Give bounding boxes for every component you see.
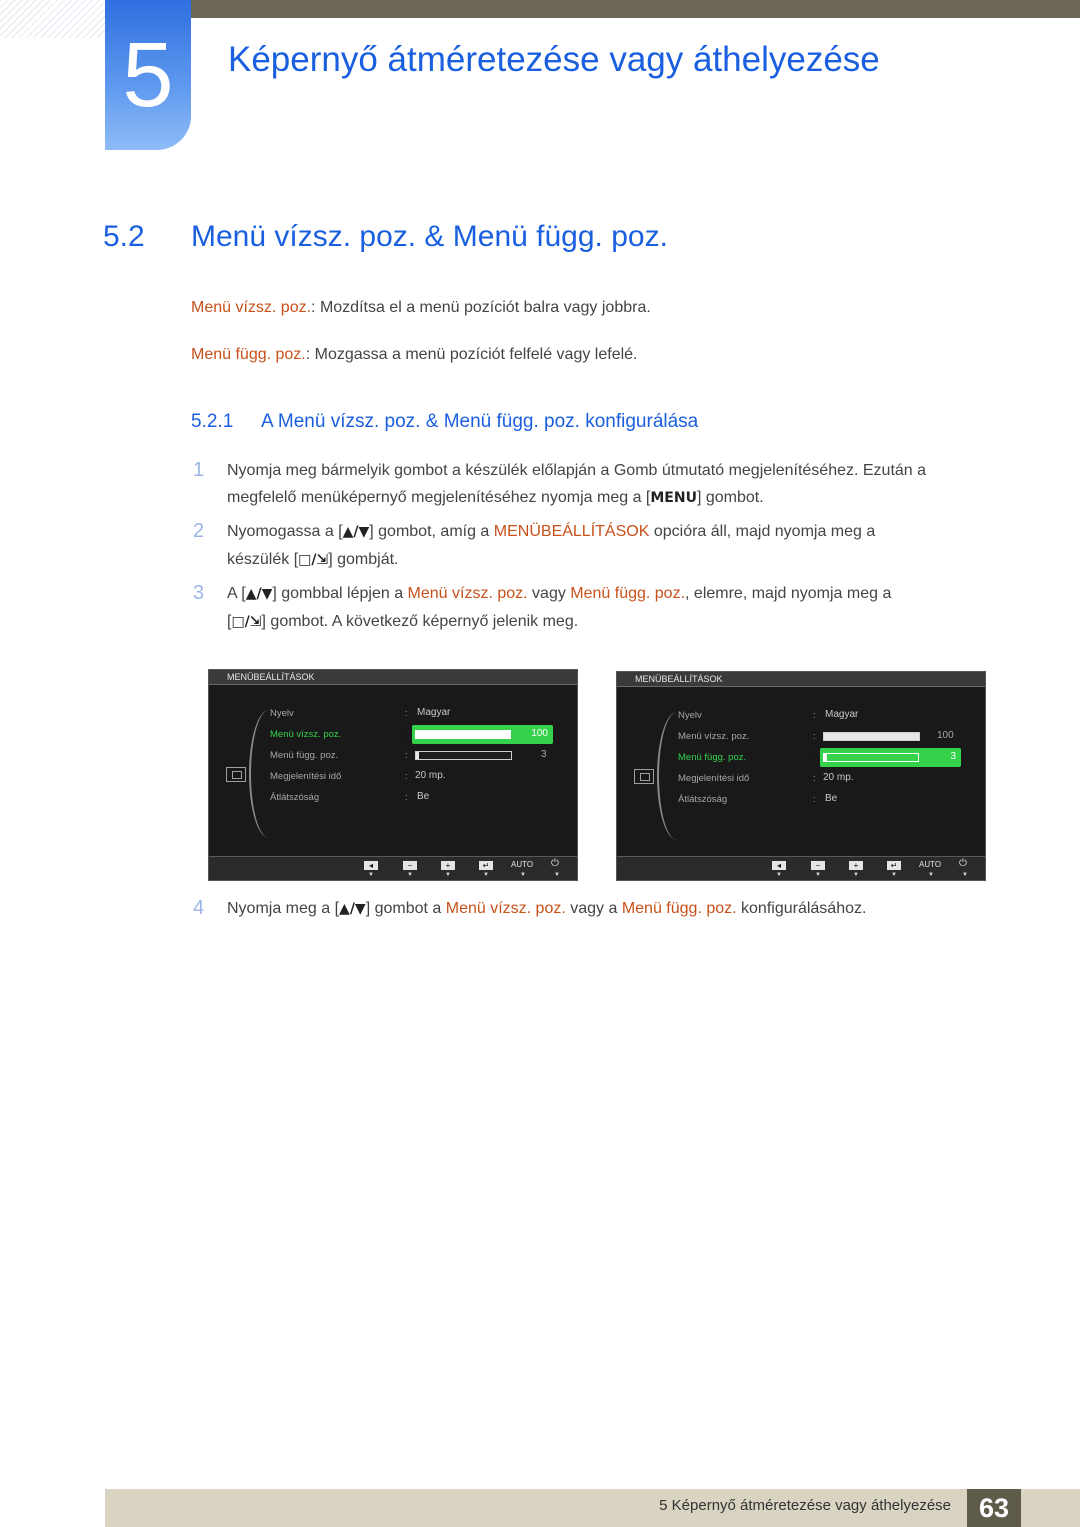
term-menu-settings: MENÜBEÁLLÍTÁSOK: [493, 523, 650, 540]
term-v-pos: Menü függ. poz.: [621, 900, 737, 917]
osd-colon: :: [405, 729, 408, 739]
term-h-pos: Menü vízsz. poz.: [407, 585, 528, 602]
osd-v-pos-value: 3: [950, 751, 956, 762]
minus-icon: −: [811, 861, 825, 870]
up-down-arrows-icon: ▲/▼: [342, 524, 370, 540]
h-pos-fill: [416, 731, 510, 738]
osd-item-v-pos: Menü függ. poz.: [270, 750, 339, 761]
osd-selected-row: [820, 748, 961, 767]
down-marker-icon: ▼: [445, 872, 451, 878]
step-4-line-1: Nyomja meg a [▲/▼] gombot a Menü vízsz. poz. vagy a Menü függ. poz. konfigurálásához.: [227, 900, 867, 917]
osd-item-language: Nyelv: [270, 708, 294, 719]
osd-colon: :: [813, 794, 816, 804]
intro-v-pos-desc: : Mozgassa a menü pozíciót felfelé vagy lefelé.: [305, 346, 638, 363]
osd-transparency-value: Be: [417, 791, 430, 802]
osd-display-time-value: 20 mp.: [415, 770, 446, 781]
chapter-title: Képernyő átméretezése vagy áthelyezése: [228, 40, 880, 79]
power-icon: ⏻: [551, 858, 559, 869]
step-2-line-1: Nyomogassa a [▲/▼] gombot, amíg a MENÜBEÁLLÍTÁSOK opcióra áll, majd nyomja meg a: [227, 523, 876, 540]
left-arrow-icon: ◂: [364, 861, 378, 870]
step-2-line-2: készülék [□/⇲] gombját.: [227, 551, 399, 568]
section-number: 5.2: [103, 220, 145, 253]
step-3-number: 3: [193, 582, 205, 604]
term-h-pos: Menü vízsz. poz.: [191, 299, 312, 316]
osd-item-transparency: Átlátszóság: [270, 792, 320, 803]
step-3-line-1: A [▲/▼] gombbal lépjen a Menü vízsz. poz. vagy Menü függ. poz., elemre, majd nyomja meg a: [227, 585, 892, 602]
osd-colon: :: [405, 708, 408, 718]
term-h-pos: Menü vízsz. poz.: [445, 900, 566, 917]
term-v-pos: Menü függ. poz.: [191, 346, 306, 363]
term-v-pos: Menü függ. poz.: [570, 585, 686, 602]
step-3-line-2: [□/⇲] gombot. A következő képernyő jelenik meg.: [227, 613, 579, 630]
down-marker-icon: ▼: [962, 872, 968, 878]
down-marker-icon: ▼: [891, 872, 897, 878]
intro-h-pos: [191, 299, 651, 317]
intro-h-pos-desc: : Mozdítsa el a menü pozíciót balra vagy jobbra.: [311, 299, 651, 316]
down-marker-icon: ▼: [483, 872, 489, 878]
h-pos-slider: [415, 730, 511, 739]
osd-colon: :: [813, 773, 816, 783]
step-2-number: 2: [193, 520, 205, 542]
section-title-text: Menü vízsz. poz. & Menü függ. poz.: [191, 220, 668, 253]
osd-header: MENÜBEÁLLÍTÁSOK: [209, 670, 577, 685]
section-title: [103, 220, 668, 254]
osd-item-h-pos: Menü vízsz. poz.: [270, 729, 342, 740]
up-down-arrows-icon: ▲/▼: [339, 901, 366, 917]
enter-source-icon: □/⇲: [231, 614, 262, 630]
down-marker-icon: ▼: [928, 872, 934, 878]
osd-h-pos-value: 100: [937, 730, 954, 741]
osd-colon: :: [405, 792, 408, 802]
down-marker-icon: ▼: [368, 872, 374, 878]
v-pos-slider: [823, 753, 919, 762]
osd-item-language: Nyelv: [678, 710, 702, 721]
down-marker-icon: ▼: [554, 872, 560, 878]
subsection-title: [191, 411, 698, 433]
monitor-settings-icon: [226, 767, 246, 782]
menu-key: MENU: [650, 490, 697, 506]
osd-v-pos-value: 3: [541, 749, 547, 760]
v-pos-slider: [415, 751, 512, 760]
page-number: 63: [967, 1489, 1021, 1527]
osd-colon: :: [405, 750, 408, 760]
up-down-arrows-icon: ▲/▼: [245, 586, 273, 602]
left-arrow-icon: ◂: [772, 861, 786, 870]
osd-screenshot-v-pos: [616, 671, 986, 881]
subsection-number: 5.2.1: [191, 411, 234, 432]
osd-item-display-time: Megjelenítési idő: [678, 773, 750, 784]
osd-colon: :: [813, 710, 816, 720]
osd-item-v-pos: Menü függ. poz.: [678, 752, 747, 763]
intro-v-pos: [191, 346, 637, 364]
plus-icon: +: [441, 861, 455, 870]
plus-icon: +: [849, 861, 863, 870]
osd-display-time-value: 20 mp.: [823, 772, 854, 783]
power-icon: ⏻: [959, 858, 967, 869]
auto-label: AUTO: [919, 860, 942, 869]
osd-button-bar: [617, 856, 985, 880]
osd-colon: :: [813, 752, 816, 762]
osd-item-transparency: Átlátszóság: [678, 794, 728, 805]
footer-chapter-text: 5 Képernyő átméretezése vagy áthelyezése: [659, 1497, 951, 1514]
chapter-number-badge: 5: [105, 0, 191, 150]
down-marker-icon: ▼: [853, 872, 859, 878]
footer-bar-tail: [1021, 1489, 1080, 1527]
osd-transparency-value: Be: [825, 793, 838, 804]
down-marker-icon: ▼: [407, 872, 413, 878]
step-1-number: 1: [193, 459, 205, 481]
osd-item-h-pos: Menü vízsz. poz.: [678, 731, 750, 742]
osd-selected-row: [412, 725, 553, 744]
osd-colon: :: [813, 731, 816, 741]
down-marker-icon: ▼: [815, 872, 821, 878]
minus-icon: −: [403, 861, 417, 870]
footer-bar: [105, 1489, 967, 1527]
v-pos-fill: [416, 752, 419, 759]
enter-icon: ↵: [479, 861, 493, 870]
header-bar: [190, 0, 1080, 18]
osd-language-value: Magyar: [825, 709, 859, 720]
osd-screenshot-h-pos: [208, 669, 578, 881]
step-4-number: 4: [193, 897, 205, 919]
down-marker-icon: ▼: [776, 872, 782, 878]
osd-language-value: Magyar: [417, 707, 451, 718]
header-hatch-decoration: [0, 0, 105, 38]
step-1-line-2: megfelelő menüképernyő megjelenítéséhez nyomja meg a [MENU] gombot.: [227, 489, 764, 506]
down-marker-icon: ▼: [520, 872, 526, 878]
osd-item-display-time: Megjelenítési idő: [270, 771, 342, 782]
enter-icon: ↵: [887, 861, 901, 870]
subsection-title-text: A Menü vízsz. poz. & Menü függ. poz. konfigurálása: [261, 411, 699, 432]
step-1-line-1: Nyomja meg bármelyik gombot a készülék előlapján a Gomb útmutató megjelenítéséhez. Ezután a: [227, 462, 927, 479]
osd-button-bar: [209, 856, 577, 880]
monitor-settings-icon: [634, 769, 654, 784]
v-pos-fill: [824, 754, 827, 761]
osd-h-pos-value: 100: [531, 728, 548, 739]
osd-colon: :: [405, 771, 408, 781]
osd-header: MENÜBEÁLLÍTÁSOK: [617, 672, 985, 687]
h-pos-slider: [823, 732, 920, 741]
auto-label: AUTO: [511, 860, 534, 869]
h-pos-fill: [824, 733, 919, 740]
enter-source-icon: □/⇲: [298, 552, 329, 568]
